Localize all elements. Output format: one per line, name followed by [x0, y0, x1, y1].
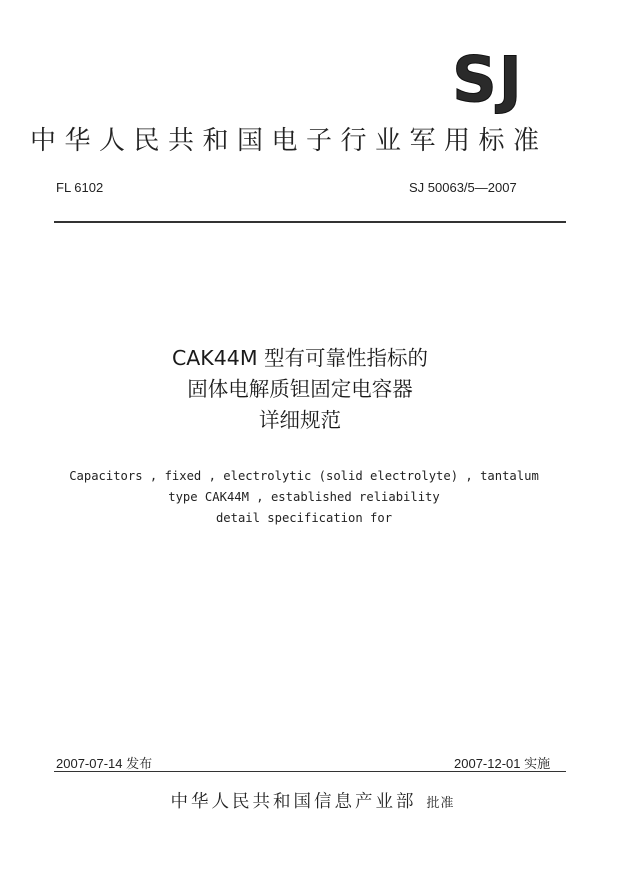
classification-code: FL 6102 — [56, 180, 104, 195]
en-title-line-2: type CAK44M , established reliability — [168, 490, 440, 504]
en-title-line-3: detail specification for — [215, 511, 393, 525]
effective-date: 2007-12-01 实施 — [454, 756, 551, 771]
issue-date: 2007-07-14 发布 — [56, 756, 153, 771]
document-title-en — [0, 466, 608, 529]
title-line-1: CAK44M 型有可靠性指标的 — [171, 346, 429, 370]
standard-number: SJ 50063/5—2007 — [409, 180, 517, 195]
issuer-line — [0, 788, 625, 813]
title-line-2: 固体电解质钽固定电容器 — [187, 377, 413, 401]
footer-divider — [54, 771, 566, 772]
header-divider — [54, 221, 566, 223]
document-title-zh — [0, 343, 600, 436]
sj-logo-text: SJ — [452, 43, 524, 116]
en-title-line-1: Capacitors , fixed , electrolytic (solid electrolyte) , tantalum — [69, 469, 539, 483]
standard-category-title: 中华人民共和国电子行业军用标准 — [30, 126, 548, 156]
issuer-organization: 中华人民共和国信息产业部 — [170, 792, 417, 812]
approval-label: 批准 — [426, 796, 455, 811]
title-line-3: 详细规范 — [259, 408, 341, 432]
sj-logo — [436, 43, 540, 116]
